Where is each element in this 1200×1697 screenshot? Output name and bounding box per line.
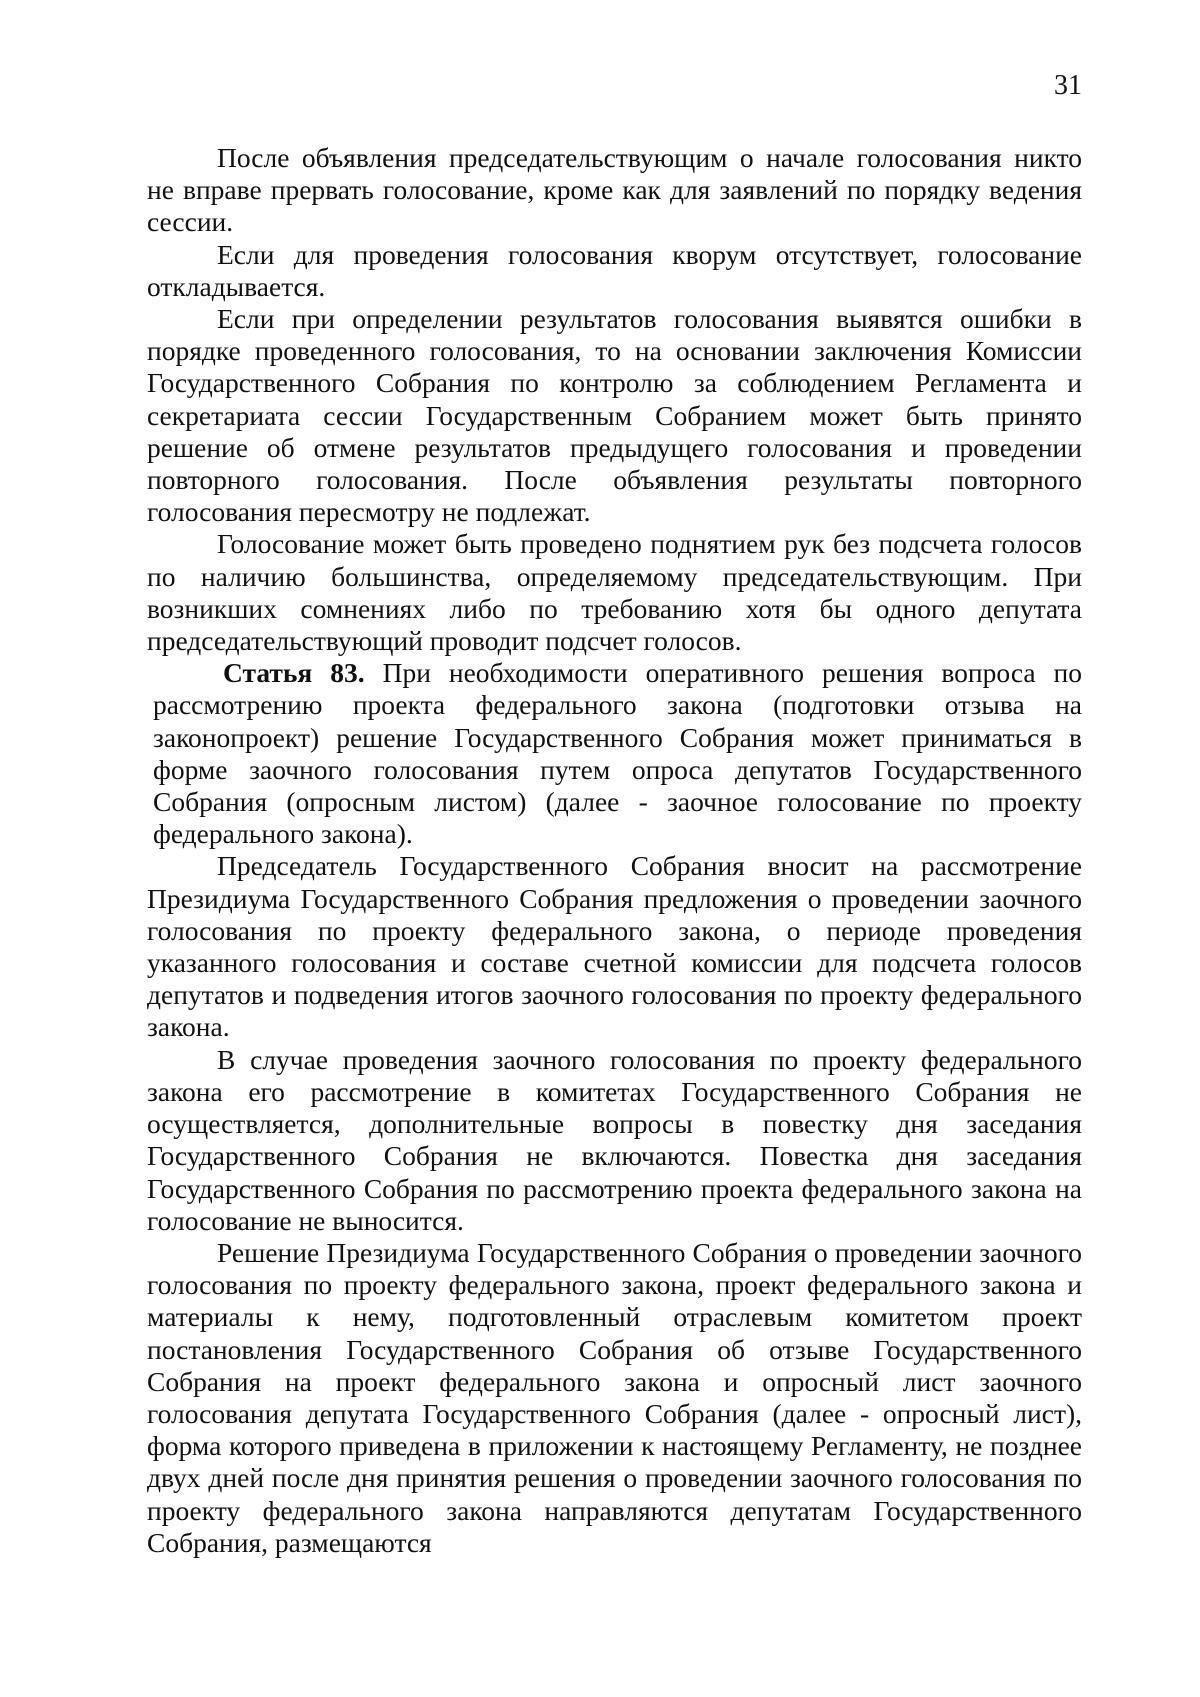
article-text: При необходимости оперативного решения вопроса по рассмотрению проекта федерального закона (подготовки отзыва на законопроект) решение Государственного Собрания может приниматься в форме заочного голосования путем опроса депутатов Государственного Собрания (опросным листом) (далее - заочное голосование по проекту федерального закона). — [153, 657, 1082, 850]
paragraph-presidium-decision: Решение Президиума Государственного Собрания о проведении заочного голосования по проекту федерального закона, проект федерального закона и материалы к нему, подготовленный отраслевым комитетом проект постановления Государственного Собрания об отзыве Государственного Собрания на проект федерального закона и опросный лист заочного голосования депутата Государственного Собрания (далее - опросный лист), форма которого приведена в приложении к настоящему Регламенту, не позднее двух дней после дня принятия решения о проведении заочного голосования по проекту федерального закона направляются депутатам Государственного Собрания, размещаются — [147, 1236, 1082, 1558]
paragraph-quorum: Если для проведения голосования кворум отсутствует, голосование откладывается. — [147, 238, 1082, 302]
paragraph-voting-errors: Если при определении результатов голосования выявятся ошибки в порядке проведенного голосования, то на основании заключения Комиссии Государственного Собрания по контролю за соблюдением Регламента и секретариата сессии Государственным Собранием может быть принято решение об отмене результатов предыдущего голосования и проведении повторного голосования. После объявления результаты повторного голосования пересмотру не подлежат. — [147, 303, 1082, 528]
document-text — [147, 142, 1082, 1559]
paragraph-voting-interruption: После объявления председательствующим о начале голосования никто не вправе прервать голосование, кроме как для заявлений по порядку ведения сессии. — [147, 142, 1082, 238]
paragraph-show-of-hands: Голосование может быть проведено поднятием рук без подсчета голосов по наличию большинства, определяемому председательствующим. При возникших сомнениях либо по требованию хотя бы одного депутата председательствующий проводит подсчет голосов. — [147, 528, 1082, 657]
article-heading: Статья 83. — [223, 657, 365, 689]
page-number: 31 — [1054, 70, 1082, 101]
paragraph-article-83 — [147, 657, 1082, 850]
paragraph-committee-review: В случае проведения заочного голосования по проекту федерального закона его рассмотрение в комитетах Государственного Собрания не осуществляется, дополнительные вопросы в повестку дня заседания Государственного Собрания не включаются. Повестка дня заседания Государственного Собрания по рассмотрению проекта федерального закона на голосование не выносится. — [147, 1043, 1082, 1236]
paragraph-chairman-proposals: Председатель Государственного Собрания вносит на рассмотрение Президиума Государственного Собрания предложения о проведении заочного голосования по проекту федерального закона, о периоде проведения указанного голосования и составе счетной комиссии для подсчета голосов депутатов и подведения итогов заочного голосования по проекту федерального закона. — [147, 850, 1082, 1043]
